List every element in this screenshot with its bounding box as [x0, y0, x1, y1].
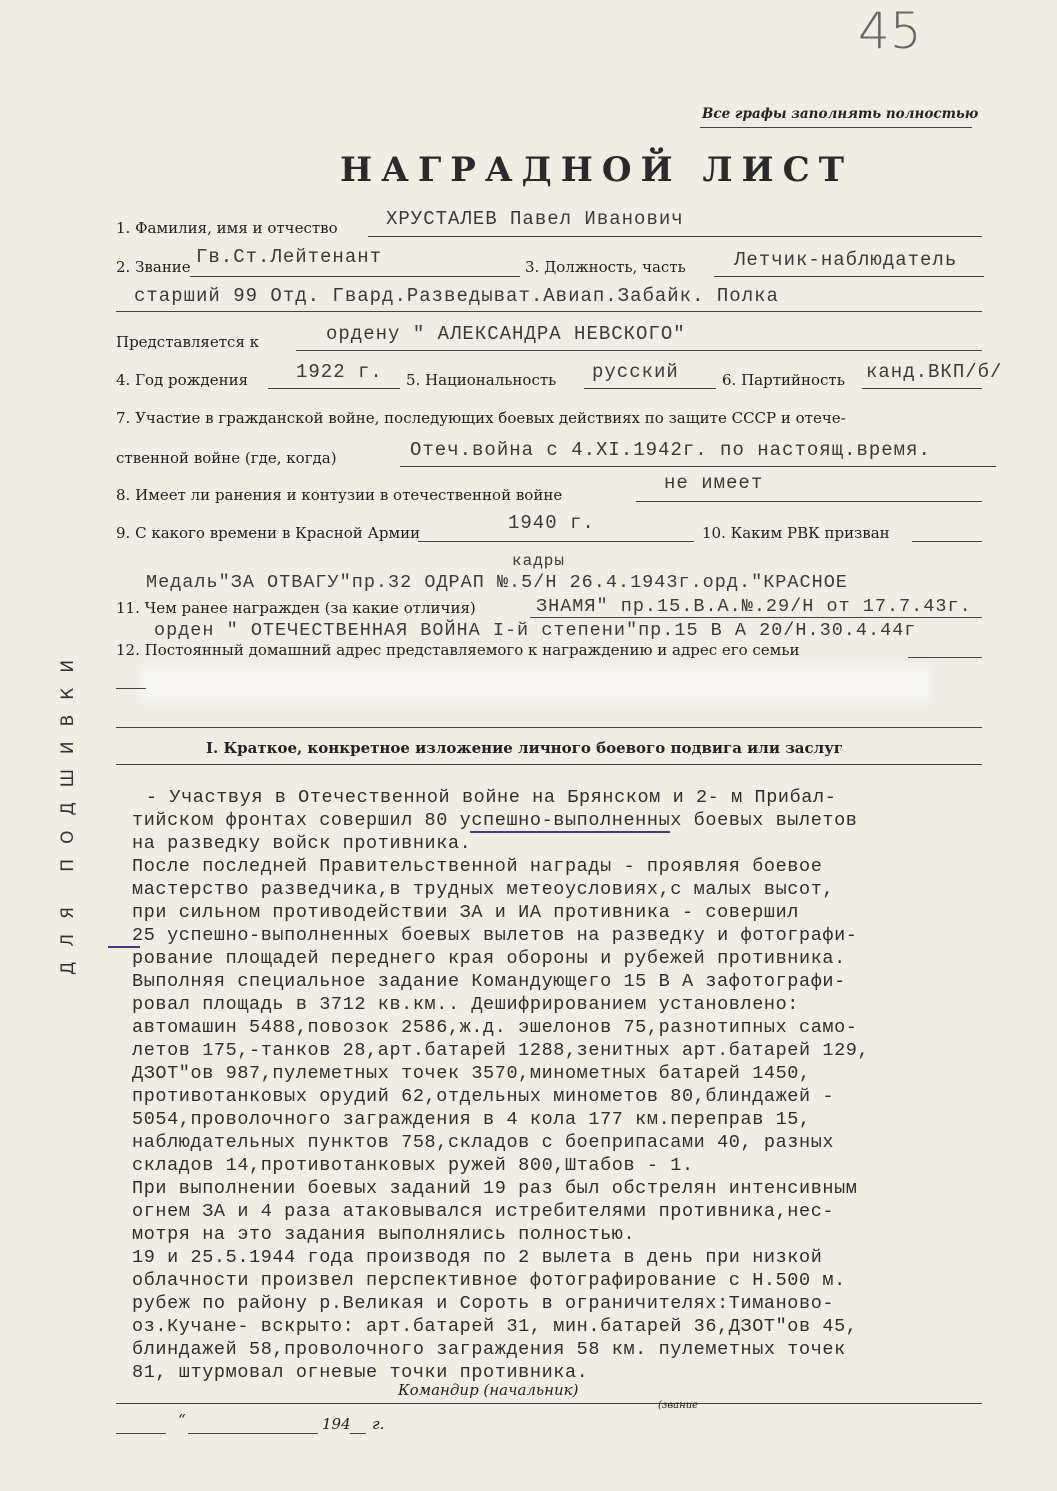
field-7-line [400, 466, 996, 467]
body-line: складов 14,противотанковых ружей 800,Штабов - 1. [132, 1155, 694, 1176]
field-7-label-2: ственной войне (где, когда) [116, 449, 337, 467]
body-line: рование площадей переднего края обороны и рубежей противника. [132, 948, 846, 969]
page-title: НАГРАДНОЙ ЛИСТ [340, 150, 854, 190]
field-9-label: 9. С какого времени в Красной Армии [116, 524, 421, 542]
body-line: рубеж по району р.Великая и Сороть в ограничителях:Тимановo- [132, 1293, 835, 1314]
field-5-label: 5. Национальность [406, 371, 557, 389]
page-number: 45 [858, 2, 922, 60]
field-7-label-1: 7. Участие в гражданской войне, последующих боевых действиях по защите СССР и отече- [116, 409, 846, 427]
full-name-value: ХРУСТАЛЕВ Павел Иванович [386, 208, 684, 230]
section-heading: I. Краткое, конкретное изложение личного боевого подвига или заслуг [206, 739, 843, 757]
rank-value: Гв.Ст.Лейтенант [196, 246, 383, 268]
body-line: 81, штурмовал огневые точки противника. [132, 1362, 589, 1383]
redacted-address [140, 664, 930, 704]
date-month-line [188, 1433, 318, 1434]
field-6-line [862, 388, 982, 389]
previous-awards-line-1: Медаль"ЗА ОТВАГУ"пр.32 ОДРАП №.5/Н 26.4.1943г.орд."КРАСНОЕ [146, 572, 848, 593]
field-1-label: 1. Фамилия, имя и отчество [116, 219, 338, 237]
field-2-label: 2. Звание [116, 258, 191, 276]
field-10-line [912, 541, 982, 542]
body-line: тийском фронтах совершил 80 успешно-выполненных боевых вылетов [132, 810, 858, 831]
presented-line [296, 350, 982, 351]
address-line-start [116, 688, 146, 689]
birth-year-value: 1922 г. [296, 361, 383, 383]
nationality-value: русский [592, 361, 679, 383]
position-value-continued: старший 99 Отд. Гвард.Разведыват.Авиап.Забайк. Полка [134, 285, 779, 307]
body-line: ровал площадь в 3712 кв.км.. Дешифрированием установлено: [132, 994, 800, 1015]
body-line: ДЗОТ"ов 987,пулеметных точек 3570,минометных батарей 1450, [132, 1063, 811, 1084]
date-year: 194 [322, 1415, 351, 1433]
field-6-label: 6. Партийность [722, 371, 845, 389]
army-since-value: 1940 г. [508, 512, 595, 534]
pen-underline [470, 831, 670, 833]
previous-awards-line-3: орден " ОТЕЧЕСТВЕННАЯ ВОЙНА I-й степени"пр.15 В А 20/Н.30.4.44г [154, 620, 917, 641]
body-line: летов 175,-танков 28,арт.батарей 1288,зенитных арт.батарей 129, [132, 1040, 870, 1061]
field-5-line [584, 388, 716, 389]
body-line: мастерство разведчика,в трудных метеоусловиях,с малых высот, [132, 879, 835, 900]
field-8-line [636, 501, 982, 502]
field-3-label: 3. Должность, часть [525, 258, 686, 276]
war-participation-value: Отеч.война с 4.XI.1942г. по настоящ.время. [410, 439, 931, 461]
date-suffix: г. [372, 1415, 385, 1433]
date-quote: “ [178, 1411, 186, 1429]
body-line: наблюдательных пунктов 758,складов с боеприпасами 40, разных [132, 1132, 835, 1153]
body-line: на разведку войск противника. [132, 833, 472, 854]
body-line: оз.Кучане- вскрыто: арт.батарей 31, мин.батарей 36,ДЗОТ"ов 45, [132, 1316, 858, 1337]
commander-label: Командир (начальник) [398, 1381, 579, 1399]
date-day-line [116, 1433, 166, 1434]
field-9-line [418, 541, 694, 542]
body-line: При выполнении боевых заданий 19 раз был обстрелян интенсивным [132, 1178, 858, 1199]
field-4-label: 4. Год рождения [116, 371, 249, 389]
field-12-line [908, 657, 982, 658]
commander-line [116, 1403, 982, 1404]
body-line: мотря на это задания выполнялись полностью. [132, 1224, 636, 1245]
margin-binding-label: ДЛЯ ПОДШИВКИ [58, 644, 78, 975]
body-line: огнем ЗА и 4 раза атаковывался истребителями противника,нес- [132, 1201, 835, 1222]
position-value: Летчик-наблюдатель [734, 249, 958, 271]
field-1-line [368, 236, 982, 237]
field-3-line [714, 276, 984, 277]
field-8-label: 8. Имеет ли ранения и контузии в отечественной войне [116, 486, 563, 504]
body-line: противотанковых орудий 62,отдельных минометов 80,блиндажей - [132, 1086, 835, 1107]
body-line: при сильном противодействии ЗА и ИА противника - совершил [132, 902, 800, 923]
section-heading-line [116, 764, 982, 765]
body-line: - Участвуя в Отечественной войне на Брянском и 2- м Прибал- [146, 787, 837, 808]
army-since-extra: кадры [512, 552, 566, 570]
body-line: 25 успешно-выполненных боевых вылетов на разведку и фотографи- [132, 925, 858, 946]
pen-mark [108, 946, 140, 948]
field-11-label: 11. Чем ранее награжден (за какие отличия) [116, 599, 476, 617]
date-year-line [350, 1433, 366, 1434]
previous-awards-line-2: ЗНАМЯ" пр.15.В.А.№.29/Н от 17.7.43г. [536, 596, 972, 617]
body-line: облачности произвел перспективное фотографирование с Н.500 м. [132, 1270, 846, 1291]
body-line: После последней Правительственной награды - проявляя боевое [132, 856, 823, 877]
award-value: ордену " АЛЕКСАНДРА НЕВСКОГО" [326, 323, 686, 345]
body-line: 5054,проволочного заграждения в 4 кола 177 км.переправ 15, [132, 1109, 811, 1130]
rank-caption: (звание [658, 1400, 699, 1411]
wounds-value: не имеет [664, 472, 764, 494]
field-2-line [190, 276, 520, 277]
field-10-label: 10. Каким РВК призван [702, 524, 890, 542]
body-line: Выполняя специальное задание Командующего 15 В А зафотографи- [132, 971, 846, 992]
body-line: блиндажей 58,проволочного заграждения 58 км. пулеметных точек [132, 1339, 846, 1360]
field-12-label: 12. Постоянный домашний адрес представляемого к награждению и адрес его семьи [116, 641, 800, 659]
fill-instruction: Все графы заполнять полностью [702, 106, 979, 122]
body-line: автомашин 5488,повозок 2586,ж.д. эшелонов 75,разнотипных само- [132, 1017, 858, 1038]
field-4-line [268, 388, 400, 389]
presented-label: Представляется к [116, 333, 260, 351]
body-line: 19 и 25.5.1944 года производя по 2 вылета в день при низкой [132, 1247, 823, 1268]
party-value: канд.ВКП/б/ [866, 361, 1003, 383]
field-11-line [530, 617, 982, 618]
field-3-line-2 [116, 311, 982, 312]
address-line-2 [116, 727, 982, 728]
instruction-underline [700, 127, 972, 128]
